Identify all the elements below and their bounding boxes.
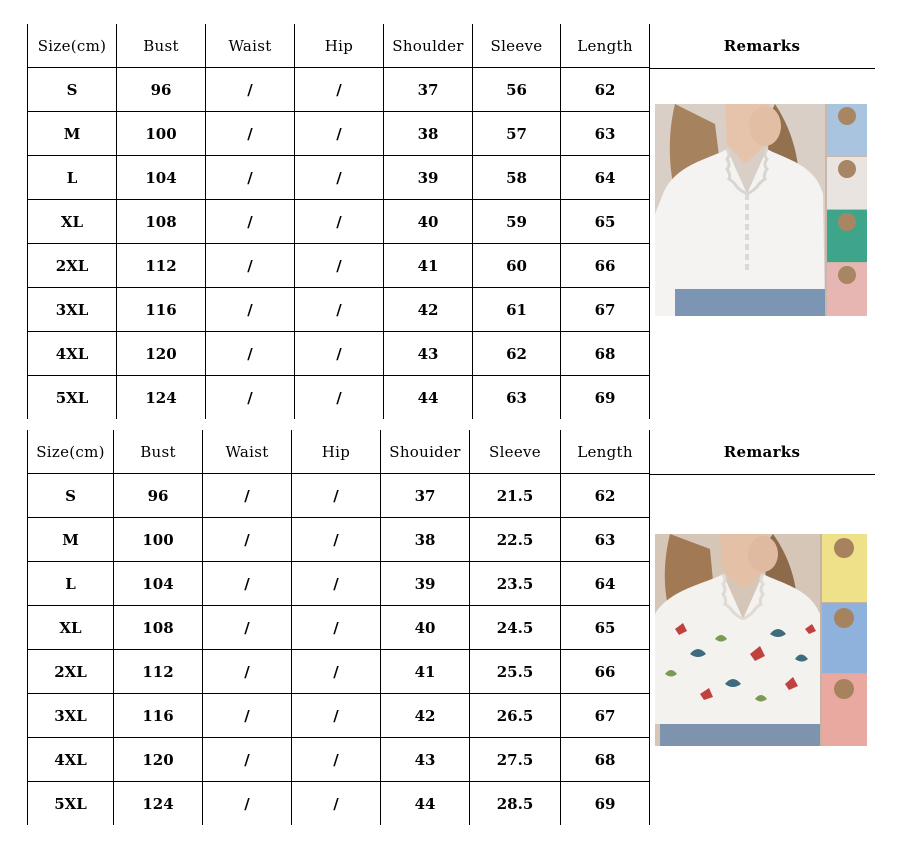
cell-hip: / — [295, 156, 384, 200]
col-header-length: Length — [561, 24, 650, 68]
table-header-row — [28, 24, 650, 68]
size-chart-short-sleeve — [27, 430, 875, 822]
remarks-header: Remarks — [649, 24, 875, 69]
table-row — [28, 694, 650, 738]
cell-sleeve: 61 — [473, 288, 561, 332]
cell-sleeve: 59 — [473, 200, 561, 244]
table-row — [28, 650, 650, 694]
cell-waist: / — [203, 562, 292, 606]
table-row — [28, 738, 650, 782]
table-row — [28, 606, 650, 650]
cell-hip: / — [295, 332, 384, 376]
table-row — [28, 288, 650, 332]
cell-length: 65 — [561, 200, 650, 244]
cell-bust: 116 — [117, 288, 206, 332]
table-row — [28, 332, 650, 376]
table-row — [28, 782, 650, 826]
cell-size: 5XL — [28, 376, 117, 420]
cell-waist: / — [206, 244, 295, 288]
cell-length: 63 — [561, 518, 650, 562]
cell-shoulder: 40 — [381, 606, 470, 650]
col-header-bust: Bust — [114, 430, 203, 474]
cell-waist: / — [203, 694, 292, 738]
cell-shoulder: 44 — [384, 376, 473, 420]
cell-sleeve: 57 — [473, 112, 561, 156]
remarks-header: Remarks — [649, 430, 875, 475]
cell-size: 5XL — [28, 782, 114, 826]
table-row — [28, 518, 650, 562]
cell-length: 67 — [561, 694, 650, 738]
cell-bust: 112 — [114, 650, 203, 694]
cell-length: 68 — [561, 332, 650, 376]
col-header-waist: Waist — [203, 430, 292, 474]
table-row — [28, 376, 650, 420]
cell-hip: / — [295, 288, 384, 332]
col-header-shoulder: Shoulder — [384, 24, 473, 68]
product-photo-floral-blouse — [655, 534, 867, 746]
col-header-shoulder: Shouider — [381, 430, 470, 474]
cell-size: XL — [28, 200, 117, 244]
cell-waist: / — [206, 112, 295, 156]
cell-size: M — [28, 518, 114, 562]
cell-shoulder: 38 — [384, 112, 473, 156]
cell-waist: / — [206, 332, 295, 376]
cell-hip: / — [292, 474, 381, 518]
cell-bust: 104 — [117, 156, 206, 200]
col-header-length: Length — [561, 430, 650, 474]
cell-sleeve: 26.5 — [470, 694, 561, 738]
cell-hip: / — [295, 376, 384, 420]
cell-bust: 104 — [114, 562, 203, 606]
cell-size: M — [28, 112, 117, 156]
cell-waist: / — [203, 782, 292, 826]
col-header-hip: Hip — [292, 430, 381, 474]
cell-sleeve: 24.5 — [470, 606, 561, 650]
col-header-waist: Waist — [206, 24, 295, 68]
cell-size: 4XL — [28, 738, 114, 782]
cell-shoulder: 44 — [381, 782, 470, 826]
col-header-size: Size(cm) — [28, 430, 114, 474]
cell-shoulder: 37 — [384, 68, 473, 112]
cell-waist: / — [206, 200, 295, 244]
cell-waist: / — [206, 288, 295, 332]
cell-hip: / — [292, 694, 381, 738]
cell-sleeve: 63 — [473, 376, 561, 420]
cell-hip: / — [292, 782, 381, 826]
col-header-sleeve: Sleeve — [470, 430, 561, 474]
cell-length: 64 — [561, 562, 650, 606]
cell-length: 65 — [561, 606, 650, 650]
cell-hip: / — [295, 244, 384, 288]
cell-size: L — [28, 562, 114, 606]
cell-shoulder: 43 — [384, 332, 473, 376]
size-chart-long-sleeve — [27, 24, 875, 416]
cell-hip: / — [292, 562, 381, 606]
cell-size: XL — [28, 606, 114, 650]
cell-hip: / — [292, 738, 381, 782]
table-header-row — [28, 430, 650, 474]
cell-waist: / — [203, 650, 292, 694]
cell-hip: / — [295, 200, 384, 244]
cell-hip: / — [295, 112, 384, 156]
cell-shoulder: 40 — [384, 200, 473, 244]
cell-sleeve: 56 — [473, 68, 561, 112]
cell-size: 4XL — [28, 332, 117, 376]
cell-size: 3XL — [28, 694, 114, 738]
cell-sleeve: 21.5 — [470, 474, 561, 518]
cell-size: S — [28, 474, 114, 518]
cell-hip: / — [292, 606, 381, 650]
cell-sleeve: 23.5 — [470, 562, 561, 606]
cell-length: 62 — [561, 474, 650, 518]
cell-shoulder: 37 — [381, 474, 470, 518]
cell-size: 2XL — [28, 650, 114, 694]
cell-bust: 100 — [117, 112, 206, 156]
cell-length: 68 — [561, 738, 650, 782]
cell-shoulder: 41 — [384, 244, 473, 288]
size-table — [27, 24, 650, 419]
cell-bust: 100 — [114, 518, 203, 562]
cell-shoulder: 41 — [381, 650, 470, 694]
cell-bust: 120 — [117, 332, 206, 376]
cell-waist: / — [203, 738, 292, 782]
table-row — [28, 200, 650, 244]
cell-bust: 96 — [114, 474, 203, 518]
cell-sleeve: 27.5 — [470, 738, 561, 782]
cell-sleeve: 22.5 — [470, 518, 561, 562]
cell-length: 64 — [561, 156, 650, 200]
col-header-bust: Bust — [117, 24, 206, 68]
table-row — [28, 562, 650, 606]
cell-bust: 124 — [114, 782, 203, 826]
cell-waist: / — [203, 518, 292, 562]
cell-length: 63 — [561, 112, 650, 156]
cell-hip: / — [292, 518, 381, 562]
cell-length: 67 — [561, 288, 650, 332]
cell-shoulder: 43 — [381, 738, 470, 782]
cell-sleeve: 28.5 — [470, 782, 561, 826]
col-header-sleeve: Sleeve — [473, 24, 561, 68]
size-table — [27, 430, 650, 825]
cell-bust: 108 — [114, 606, 203, 650]
cell-bust: 112 — [117, 244, 206, 288]
cell-shoulder: 39 — [384, 156, 473, 200]
cell-size: L — [28, 156, 117, 200]
cell-length: 69 — [561, 782, 650, 826]
cell-bust: 124 — [117, 376, 206, 420]
cell-bust: 108 — [117, 200, 206, 244]
cell-waist: / — [206, 156, 295, 200]
table-row — [28, 244, 650, 288]
cell-waist: / — [206, 376, 295, 420]
table-row — [28, 112, 650, 156]
cell-bust: 120 — [114, 738, 203, 782]
cell-waist: / — [203, 606, 292, 650]
table-row — [28, 474, 650, 518]
cell-length: 66 — [561, 650, 650, 694]
cell-size: S — [28, 68, 117, 112]
cell-length: 62 — [561, 68, 650, 112]
cell-hip: / — [292, 650, 381, 694]
cell-sleeve: 62 — [473, 332, 561, 376]
cell-waist: / — [203, 474, 292, 518]
cell-hip: / — [295, 68, 384, 112]
cell-waist: / — [206, 68, 295, 112]
remarks-column — [649, 24, 875, 416]
col-header-hip: Hip — [295, 24, 384, 68]
remarks-column — [649, 430, 875, 822]
cell-size: 2XL — [28, 244, 117, 288]
cell-length: 69 — [561, 376, 650, 420]
cell-bust: 116 — [114, 694, 203, 738]
table-row — [28, 68, 650, 112]
cell-sleeve: 58 — [473, 156, 561, 200]
cell-shoulder: 42 — [381, 694, 470, 738]
cell-sleeve: 60 — [473, 244, 561, 288]
col-header-size: Size(cm) — [28, 24, 117, 68]
cell-shoulder: 38 — [381, 518, 470, 562]
cell-bust: 96 — [117, 68, 206, 112]
table-row — [28, 156, 650, 200]
cell-shoulder: 39 — [381, 562, 470, 606]
cell-size: 3XL — [28, 288, 117, 332]
cell-length: 66 — [561, 244, 650, 288]
product-photo-white-blouse — [655, 104, 867, 316]
cell-shoulder: 42 — [384, 288, 473, 332]
cell-sleeve: 25.5 — [470, 650, 561, 694]
